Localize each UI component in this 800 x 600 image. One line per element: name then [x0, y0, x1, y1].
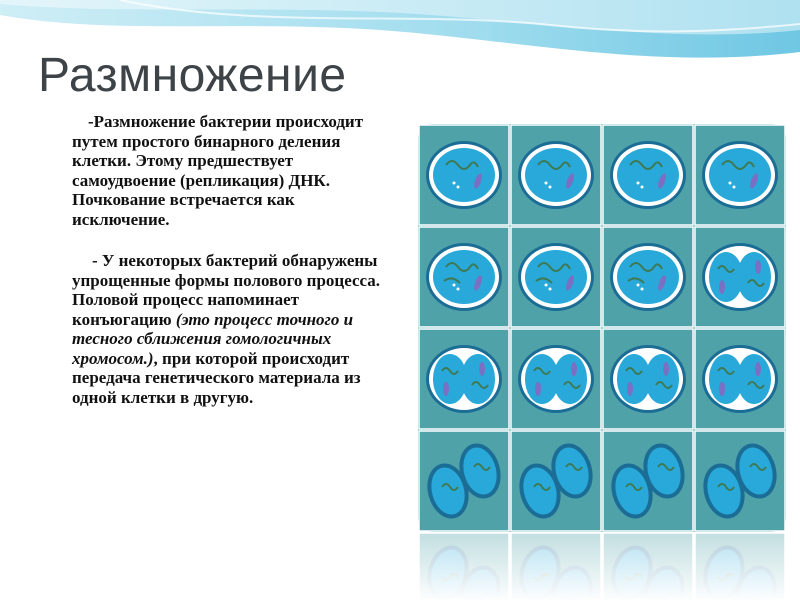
- bacterium-cell: [511, 329, 601, 429]
- paragraph-italic-note: (это процесс точного и тесного сближения гомологичных хромосом.): [72, 309, 354, 368]
- paragraph-tail: , при которой происходит передача генетического материала из одной клетки в другую.: [72, 348, 361, 407]
- bacterium-cell: [695, 125, 785, 225]
- bacterium-cell: [419, 125, 509, 225]
- slide-body: [72, 112, 392, 407]
- bacterium-cell: [511, 227, 601, 327]
- bacterium-cell: [603, 431, 693, 531]
- bacterium-cell: [695, 227, 785, 327]
- paragraph-binary-fission: -Размножение бактерии происходит путем простого бинарного деления клетки. Этому предшествует самоудвоение (репликация) ДНК. Почкование встречается как исключение.: [72, 112, 364, 229]
- bacterium-cell: [695, 431, 785, 531]
- paragraph-sexual-process: [72, 251, 392, 407]
- bacterial-fission-illustration: [418, 124, 790, 600]
- bacterium-cell: [419, 329, 509, 429]
- bacterium-cell: [419, 431, 509, 531]
- bacterium-cell: [603, 125, 693, 225]
- paragraph-lead: - У некоторых бактерий обнаружены упрощенные формы полового процесса. Половой процесс напоминает конъюгацию: [72, 251, 381, 329]
- bacterium-cell: [603, 227, 693, 327]
- bacterium-cell: [603, 329, 693, 429]
- bacterium-cell: [419, 227, 509, 327]
- bacterium-cell: [511, 431, 601, 531]
- slide-title: Размножение: [38, 49, 347, 102]
- bacterium-cell: [695, 329, 785, 429]
- bacterium-cell: [511, 125, 601, 225]
